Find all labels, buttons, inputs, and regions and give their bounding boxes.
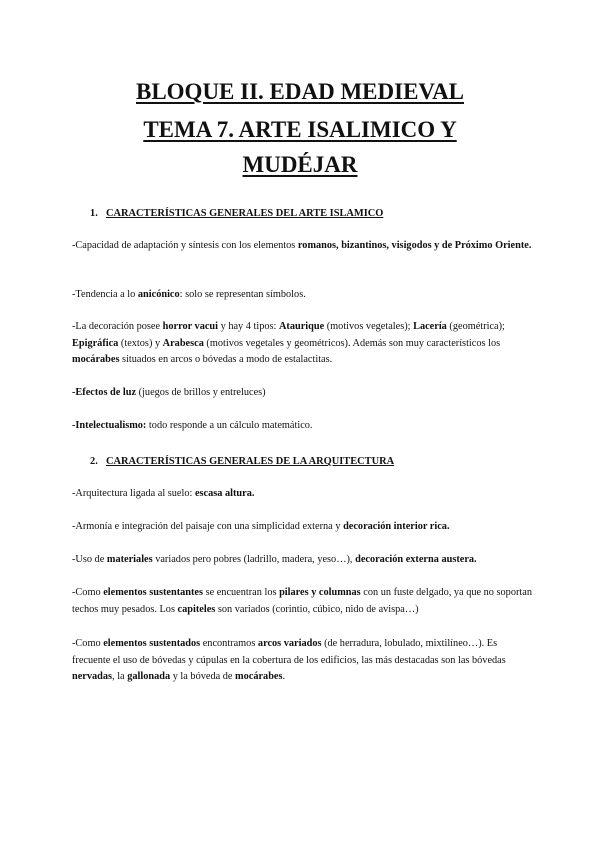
bold-run: romanos, bizantinos, visigodos y de Próximo Oriente.	[297, 240, 532, 251]
text-run: variados pero pobres (ladrillo, madera, yeso…),	[152, 554, 356, 565]
section-2-heading-text: CARACTERÍSTICAS GENERALES DE LA ARQUITECTURA	[106, 456, 395, 467]
section-2-paragraph-1	[72, 486, 532, 503]
section-2-heading	[90, 455, 394, 468]
bold-run: Arabesca	[162, 337, 204, 349]
text-run: encontramos	[200, 638, 258, 649]
text-run: -Tendencia a lo	[72, 289, 138, 300]
bold-run: pilares y columnas	[279, 587, 361, 598]
section-1-heading-text: CARACTERÍSTICAS GENERALES DEL ARTE ISLAMICO	[106, 208, 384, 219]
bold-run: horror vacui	[162, 321, 219, 332]
bold-run: anicónico	[137, 289, 180, 300]
text-run: (textos) y	[118, 337, 163, 349]
section-1-paragraph-1	[72, 238, 532, 255]
text-run: -La decoración posee	[72, 321, 163, 332]
text-run: : solo se representan símbolos.	[179, 289, 306, 300]
bold-run: gallonada	[127, 671, 171, 682]
title-line-1: BLOQUE II. EDAD MEDIEVAL	[135, 79, 465, 104]
text-run: con un fuste delgado, ya que no soportan techos muy pesados. Los	[72, 587, 532, 615]
text-run: -Como	[72, 587, 104, 598]
text-run: (motivos vegetales y geométricos). Además son muy característicos los	[203, 337, 501, 349]
bold-run: nervadas	[72, 671, 113, 682]
text-run: y la bóveda de	[170, 671, 236, 682]
text-run: , la	[112, 671, 128, 682]
bold-run: -Intelectualismo:	[72, 420, 147, 431]
text-run: se encuentran los	[203, 587, 280, 598]
section-2-paragraph-5	[72, 636, 532, 686]
section-1-paragraph-3	[72, 319, 532, 369]
text-run: y hay 4 tipos:	[218, 321, 279, 332]
bold-run: mocárabes	[235, 671, 283, 682]
bold-run: elementos sustentados	[103, 638, 201, 649]
text-run: situados en arcos o bóvedas a modo de estalactitas.	[119, 354, 333, 365]
text-run: (juegos de brillos y entreluces)	[136, 387, 266, 398]
text-run: (geométrica);	[446, 321, 505, 332]
text-run: .	[282, 671, 286, 682]
text-run: -Armonía e integración del paisaje con una simplicidad externa y	[72, 521, 344, 532]
text-run: -Uso de	[72, 554, 107, 565]
text-run: son variados (corintio, cúbico, nido de avispa…)	[215, 603, 419, 615]
bold-run: capiteles	[177, 603, 216, 615]
section-2-paragraph-4	[72, 585, 532, 618]
title-line-3: MUDÉJAR	[242, 152, 358, 177]
bold-run: Lacería	[413, 321, 447, 332]
bold-run: decoración externa austera.	[355, 554, 477, 565]
section-1-paragraph-4	[72, 385, 532, 402]
section-1-heading	[90, 207, 383, 220]
text-run: todo responde a un cálculo matemático.	[146, 420, 313, 431]
section-1-number: 1.	[90, 208, 98, 219]
bold-run: -Efectos de luz	[72, 387, 137, 398]
text-run: -Capacidad de adaptación y síntesis con los elementos	[72, 240, 298, 251]
section-2-paragraph-3	[72, 552, 532, 569]
text-run: (motivos vegetales);	[324, 321, 414, 332]
title-line-2: TEMA 7. ARTE ISALIMICO Y	[143, 117, 457, 142]
bold-run: escasa altura.	[194, 488, 255, 499]
bold-run: arcos variados	[257, 638, 322, 649]
bold-run: materiales	[106, 554, 153, 565]
section-1-paragraph-2	[72, 287, 532, 304]
section-2-paragraph-2	[72, 519, 532, 536]
bold-run: elementos sustentantes	[103, 587, 203, 598]
bold-run: Ataurique	[278, 321, 325, 332]
text-run: -Arquitectura ligada al suelo:	[72, 488, 195, 499]
text-run: (de herradura, lobulado, mixtilíneo…). Es frecuente el uso de bóvedas y cúpulas en la cobertura de los edificios, las más destacadas son las bóvedas	[72, 638, 506, 666]
bold-run: decoración interior rica.	[343, 521, 450, 532]
bold-run: mocárabes	[72, 354, 120, 365]
section-2-number: 2.	[90, 456, 98, 467]
bold-run: Epigráfica	[72, 337, 119, 349]
text-run: -Como	[72, 638, 104, 649]
section-1-paragraph-5	[72, 418, 532, 435]
